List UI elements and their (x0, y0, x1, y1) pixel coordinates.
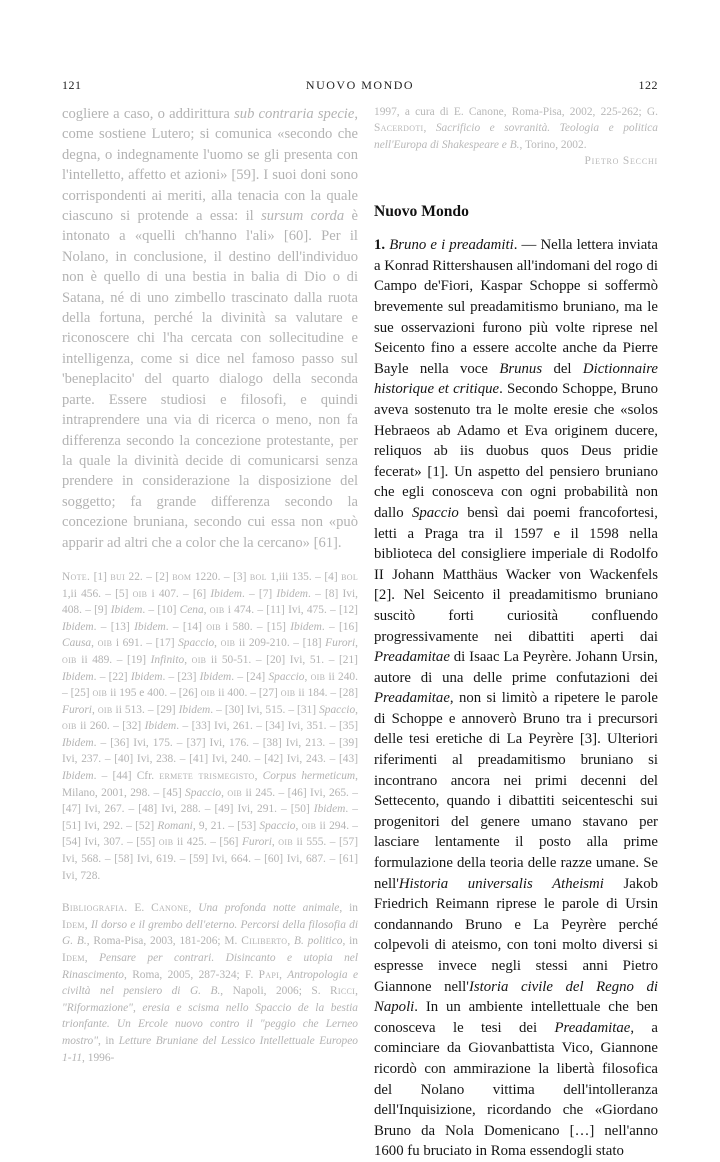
text-run: Sacerdoti (374, 122, 424, 135)
text-run: Ibidem (62, 770, 94, 783)
text-run: 1997, a cura di E. Canone, Roma-Pisa, 2002, 225-262; G. (374, 106, 658, 118)
text-run: Ibidem (144, 720, 177, 733)
text-run: Preadamitae (374, 649, 450, 666)
text-run: . – [16] (321, 620, 358, 633)
text-run: oib (132, 587, 148, 600)
text-run: , (355, 703, 358, 716)
right-column (374, 104, 658, 1162)
text-run: , (287, 935, 295, 948)
text-run: bui (110, 570, 126, 583)
text-run: , come sostiene Lutero; si comunica «secondo che degna, o indegnamente l'uomo se gli presenta con l'intelletto, affetto et azioni» [59]. I suoi doni sono corrispondenti ai meriti, alla tenacia con la quale ciascuno si protende a essa: il (62, 106, 359, 225)
text-run: , Roma-Pisa, 2003, 181-206; M. (86, 935, 242, 948)
text-run: Dictionnaire historique et critique (374, 360, 658, 398)
text-run: , (84, 952, 100, 964)
text-run: Infinito (150, 653, 185, 666)
text-run: oib (191, 653, 207, 666)
text-run: Causa (62, 637, 92, 650)
text-run: Ibidem (178, 703, 211, 716)
text-run: Jakob Friedrich Reimann riprese le parole di Ursin condannando Bruno e La Peyrère perché colpevoli di ateismo, con toni molto diversi si espresse invece negli stessi anni Pietro Giannone nell' (374, 875, 658, 995)
text-run: Ciliberto (241, 935, 288, 948)
text-run: sursum corda (261, 208, 345, 225)
text-run: 22. – [2] (125, 570, 173, 583)
text-run: Ibidem (62, 670, 94, 683)
text-run: ii 209-210. – [18] (235, 637, 326, 650)
text-run: di Isaac La Peyrère. Johann Ursin, autore di una delle prime confutazioni dei (374, 649, 658, 686)
text-run: . – [10] (142, 604, 180, 617)
text-run: Letture Bruniane del Lessico Intellettuale Europeo 1-11 (62, 1034, 358, 1064)
entry-body (374, 235, 658, 1162)
text-run: Spaccio (178, 637, 215, 650)
text-run: Ibidem (110, 604, 143, 617)
text-run: . – [24] (231, 670, 269, 683)
text-run: , (214, 637, 221, 650)
text-run: Idem (62, 952, 85, 964)
text-run: , (295, 819, 302, 832)
text-run: ii 184. – [28] (295, 687, 358, 700)
text-run: bol (249, 570, 267, 583)
text-run: Preadamitae (554, 1019, 631, 1036)
text-run: Bibliografia. (62, 902, 128, 915)
text-run: Ibidem (62, 620, 94, 633)
text-run: , (91, 703, 98, 716)
text-run: . – [8] Ivi, 408. – [9] (62, 587, 358, 617)
text-run: Bruno e i preadamiti (389, 237, 514, 254)
text-run: Corpus hermeticum (262, 770, 356, 783)
text-run: . – [7] (241, 587, 277, 600)
text-run: 1. (374, 237, 386, 254)
bibliography-continuation (374, 104, 658, 153)
text-run: . – [36] Ivi, 175. – [37] Ivi, 176. – [38] Ivi, 213. – [39] Ivi, 237. – [40] Ivi, 238. – [41] Ivi, 240. – [42] Ivi, 243. – [43] (62, 736, 358, 766)
text-run: i 580. – [15] (220, 620, 291, 633)
text-run: oib (62, 720, 77, 733)
text-run: ermete trismegisto (159, 770, 255, 783)
text-run: bensì dai poemi francofortesi, letti a Praga tra il 1597 e il 1598 nella biblioteca del consigliere imperiale di Rodolfo II Johann Matthäus Wacker von Wackenfels [2]. Nel Seicento il preadamitismo bruniano suscitò forti curiosità confluendo progressivamente nei dibattiti aperti dai (374, 504, 658, 645)
text-run: Spaccio (319, 703, 356, 716)
text-run: oib (209, 604, 225, 617)
text-run: sub contraria specie (234, 106, 355, 122)
text-run: , in (342, 935, 358, 948)
running-title: NUOVO MONDO (305, 78, 415, 92)
text-run: oib (62, 653, 77, 666)
text-run: , (423, 122, 436, 135)
text-run: Ibidem (313, 803, 346, 816)
text-run: . – [14] (165, 620, 207, 633)
text-run: cogliere a caso, o addirittura (62, 106, 235, 122)
text-run: [1] (90, 570, 111, 583)
text-run: oib (158, 836, 174, 849)
text-run: , Milano, 2001, 298. – [45] (62, 770, 358, 799)
text-run: Papi (258, 968, 280, 981)
text-run: ii 555. – [57] Ivi, 568. – [58] Ivi, 619. – [59] Ivi, 664. – [60] Ivi, 687. – [61] Ivi, 728. (62, 836, 358, 882)
text-run: ii 260. – [32] (76, 720, 145, 733)
text-run: Spaccio (185, 786, 222, 799)
text-run: Preadamitae (374, 690, 450, 707)
text-run: Furori (325, 637, 356, 650)
text-run: oib (200, 687, 216, 700)
text-run: , (84, 918, 91, 931)
text-run: bol (341, 570, 359, 583)
text-run: . – [13] (93, 620, 135, 633)
previous-entry-body (62, 104, 358, 553)
text-run: Istoria civile del Regno di Napoli (374, 978, 658, 1016)
text-run: Una profonda notte animale (198, 902, 340, 915)
text-run: 1220. – [3] (191, 570, 250, 583)
text-run: B. politico (294, 935, 343, 948)
text-run: , non si limitò a ripetere le parole di Schoppe e annoverò Bruno tra i precursori delle tesi eretiche di La Peyrère [3]. Ulteriori riferimenti al preadamitismo bruniano si incontrano ancora nei primi decenni del Settecento, quando i dibattiti seicenteschi sui progenitori del genere umano stavano per lasciare lentamente il posto alla prime formulazione della teoria delle razze umane. Se nell' (374, 690, 658, 892)
bibliography (62, 900, 358, 1066)
text-run: ii 400. – [27] (215, 687, 281, 700)
text-run: Antropologia e civiltà nel pensiero di G. B. (62, 968, 359, 998)
text-run: Ibidem (199, 670, 232, 683)
text-run: oib (301, 819, 317, 832)
text-run: Ibidem (210, 587, 242, 600)
text-run: , (304, 670, 311, 683)
text-run: Sacrificio e sovranità. Teologia e politica nell'Europa di Shakespeare e B. (374, 122, 658, 151)
text-run: . Secondo Schoppe, Bruno aveva sostenuto tra le molte eresie che «solos Hebraeos ab Adamo et Eva originem ducere, reliquos ab iis duobus quos Deus pridie fecerat» [1]. Un aspetto del pensiero bruniano che egli conosceva con ogni probabilità non dallo (374, 381, 658, 521)
text-run: i 407. – [6] (147, 587, 211, 600)
text-run: . – [23] (162, 670, 200, 683)
text-run: E. (127, 902, 152, 915)
text-run: Ricci (330, 985, 356, 998)
footnotes (62, 569, 358, 884)
text-run: Canone (151, 902, 189, 915)
text-run: , (91, 637, 98, 650)
text-run: oib (206, 620, 221, 633)
text-run: 1,iii 135. – [4] (266, 570, 342, 583)
text-run: i 691. – [17] (112, 637, 179, 650)
text-run: ii 50-51. – [20] Ivi, 51. – [21] (206, 653, 358, 666)
text-run: Historia universalis Atheismi (398, 875, 604, 892)
text-run: ii 245. – [46] Ivi, 265. – [47] Ivi, 267. – [48] Ivi, 288. – [49] Ivi, 291. – [50] (62, 786, 358, 816)
text-run: , (188, 902, 199, 915)
text-run: Note. (62, 570, 91, 583)
text-run: Cena (179, 604, 204, 617)
text-run: ii 195 e 400. – [26] (107, 687, 201, 700)
text-run: ii 240. – [25] (62, 670, 358, 700)
text-run: i 474. – [11] Ivi, 475. – [12] (224, 604, 358, 617)
text-run: , (279, 968, 288, 981)
text-run: , (203, 604, 210, 617)
author-signature: Pietro Secchi (584, 155, 658, 168)
text-run: , in (339, 902, 358, 915)
text-run: , (355, 985, 358, 998)
text-run: oib (220, 637, 236, 650)
text-run: , (221, 786, 228, 799)
text-run: Romani (157, 819, 193, 832)
text-run: ii 294. – [54] Ivi, 307. – [55] (62, 819, 358, 849)
text-run: Furori (62, 703, 92, 716)
text-run: Spaccio (259, 819, 296, 832)
text-run: , (271, 836, 279, 849)
text-run: Spaccio (411, 504, 459, 521)
text-run: , in (98, 1034, 119, 1047)
text-run: , (254, 770, 263, 783)
text-run: è intonato a «quelli ch'hanno l'ali» [60]. Per il Nolano, in conclusione, il destino dell'individuo non è quello di una bestia in balia di Dio o di Satana, né di uno zimbello trascinato dalla ruota della fortuna, perché la divinità sa valutare e riconoscere chi l'ha cercata con sollecitudine e intelligenza, come si dice nel famoso passo sul 'beneplacito' del quarto dialogo della seconda parte. Essere studiosi e filosofi, e quindi intraprendere una via di ricerca o meno, non fa differenza secondo la concezione protestante, per la quale la divinità decide di comunicarsi senza prendere in considerazione la disposizione del soggetto; fa grande differenza secondo la concezione bruniana, secondo cui essa non «può apparir ad altri che a color che la cercano» [61]. (62, 208, 358, 551)
text-run: "Riformazione", eresia e scisma nello Spaccio de la bestia trionfante. Un Ercole nuovo contro il "peggio che Lerneo mostro" (62, 1001, 358, 1047)
text-run: oib (92, 687, 108, 700)
entry-title: Nuovo Mondo (374, 203, 469, 221)
text-run: , Roma, 2005, 287-324; F. (124, 968, 259, 981)
text-run: , 9, 21. – [53] (192, 819, 260, 832)
page-number-right: 122 (638, 78, 658, 92)
text-run: Ibidem (276, 587, 309, 600)
text-run: oib (310, 670, 326, 683)
text-run: . – [44] Cfr. (93, 770, 160, 783)
text-run: Ibidem (290, 620, 322, 633)
text-run: . — Nella lettera inviata a Konrad Rittershausen all'indomani del rogo di Campo de'Fiori, Kaspar Schoppe si soffermò brevemente sul preadamitismo bruniano, ma le sue osservazioni furono più volte riprese nel Seicento fino a essere accolte anche da Pierre Bayle nella voce (374, 237, 658, 377)
page-number-left: 121 (62, 78, 82, 92)
text-run: Furori (241, 836, 272, 849)
text-run: , 1996- (82, 1051, 115, 1064)
text-run: 1,ii 456. – [5] (62, 587, 133, 600)
text-run: , Napoli, 2006; S. (220, 985, 331, 998)
text-run: oib (97, 637, 113, 650)
text-run: bom (172, 570, 192, 583)
text-run: ii 513. – [29] (112, 703, 179, 716)
text-run: . – [33] Ivi, 261. – [34] Ivi, 351. – [35] (176, 720, 358, 733)
text-run: , a cominciare da Giovanbattista Vico, Giannone ricordò con ammirazione la libertà filosofica del Nolano vittima dell'intolleranza dell'Inquisizione, ricordando che «Giordano Bruno da Nola Domenicano […] nell'anno 1600 fu bruciato in Roma essendogli stato (374, 1019, 658, 1160)
text-run: oib (227, 786, 243, 799)
text-run: Spaccio (268, 670, 305, 683)
text-run: Brunus (499, 360, 543, 377)
text-run: oib (278, 836, 293, 849)
text-run: Idem (62, 918, 85, 931)
text-run: . – [22] (93, 670, 131, 683)
left-column (62, 104, 358, 1066)
text-run: , Torino, 2002. (519, 138, 587, 151)
text-run: . – [30] Ivi, 515. – [31] (210, 703, 320, 716)
text-run: Ibidem (130, 670, 163, 683)
text-run: del (542, 360, 583, 377)
text-run: oib (280, 687, 296, 700)
text-run: Ibidem (134, 620, 166, 633)
text-run: Ibidem (62, 736, 94, 749)
text-run: , (184, 653, 192, 666)
text-run: ii 425. – [56] (173, 836, 242, 849)
text-run: Il dorso e il grembo dell'eterno. Percorsi della filosofia di G. B. (62, 918, 358, 948)
text-run: . – [51] Ivi, 292. – [52] (62, 803, 359, 832)
text-run: oib (97, 703, 113, 716)
text-run: , (355, 637, 358, 650)
text-run: . In un ambiente intellettuale che ben conosceva le tesi dei (374, 999, 658, 1036)
text-run: ii 489. – [19] (76, 653, 151, 666)
text-run: Pensare per contrari. Disincanto e utopia nel Rinascimento (62, 952, 358, 981)
